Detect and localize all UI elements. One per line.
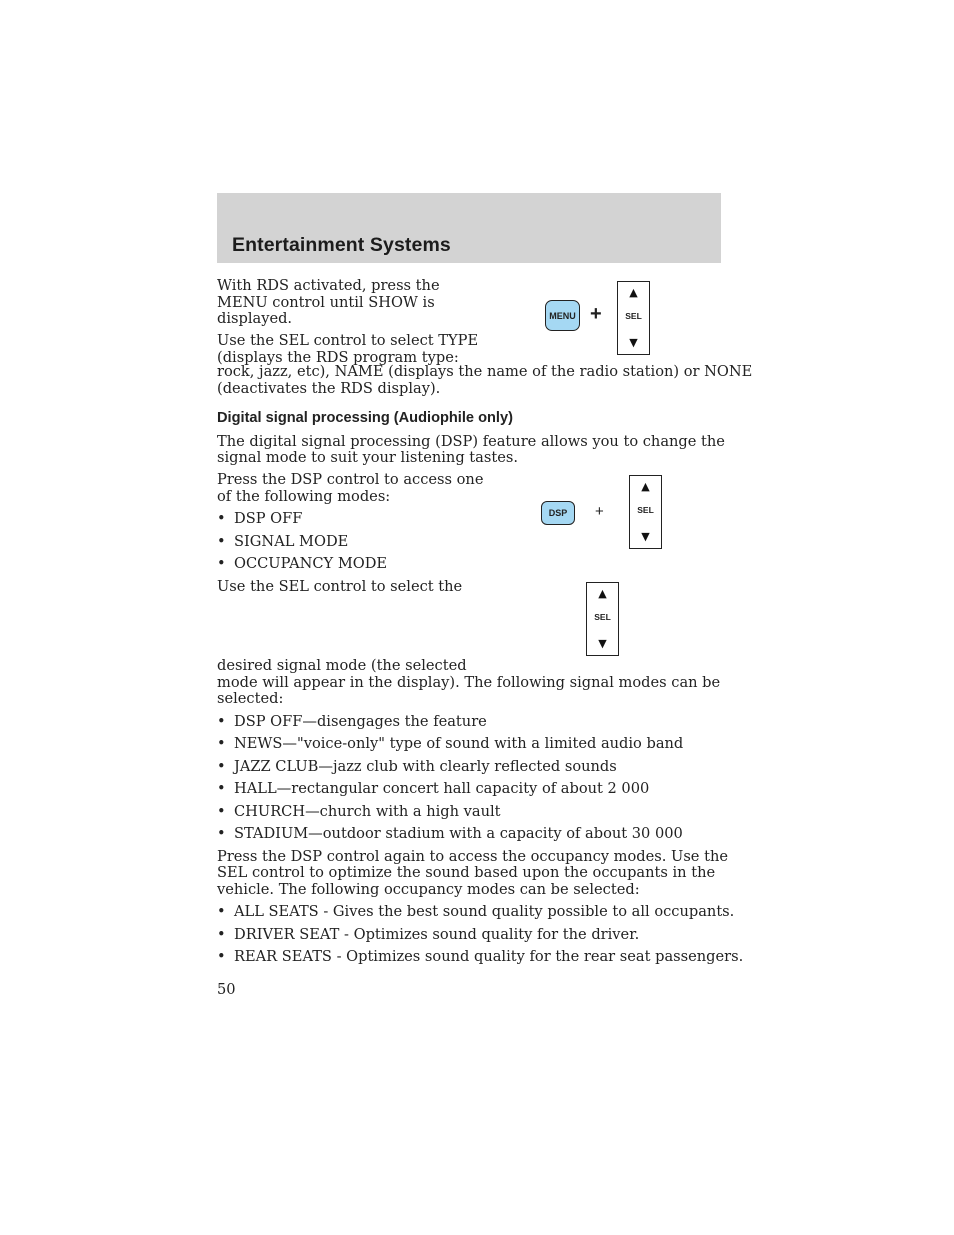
page-title: Entertainment Systems bbox=[232, 234, 451, 256]
list-item bbox=[217, 714, 487, 731]
bullet-icon: • bbox=[217, 713, 226, 730]
occupancy-text-line: vehicle. The following occupancy modes can be selected: bbox=[217, 881, 640, 898]
bullet-icon: • bbox=[217, 510, 226, 527]
rds-text-line: MENU control until SHOW is bbox=[217, 293, 435, 311]
list-item-text: JAZZ CLUB—jazz club with clearly reflected sounds bbox=[234, 758, 617, 775]
list-item-text: STADIUM—outdoor stadium with a capacity of about 30 000 bbox=[234, 825, 683, 842]
sel-label: SEL bbox=[637, 505, 654, 515]
down-arrow-icon: ▼ bbox=[629, 336, 638, 349]
list-item bbox=[217, 781, 649, 798]
bullet-icon: • bbox=[217, 903, 226, 920]
sel-control-icon bbox=[629, 475, 662, 549]
dsp-text-line: Press the DSP control to access one bbox=[217, 471, 484, 488]
bullet-icon: • bbox=[217, 926, 226, 943]
list-item-text: OCCUPANCY MODE bbox=[234, 555, 388, 572]
dsp-text-line: desired signal mode (the selected bbox=[217, 657, 467, 674]
rds-text-line: (displays the RDS program type: bbox=[217, 348, 459, 366]
list-item bbox=[217, 826, 683, 843]
list-item-text: DSP OFF—disengages the feature bbox=[234, 713, 487, 730]
rds-text-line: Use the SEL control to select TYPE bbox=[217, 332, 479, 349]
list-item bbox=[217, 556, 387, 573]
bullet-icon: • bbox=[217, 533, 226, 550]
sel-label: SEL bbox=[594, 612, 611, 622]
dsp-text-line: The digital signal processing (DSP) feature allows you to change the bbox=[217, 433, 725, 450]
list-item bbox=[217, 927, 639, 944]
list-item bbox=[217, 949, 743, 966]
dsp-text-line: mode will appear in the display). The following signal modes can be bbox=[217, 674, 721, 691]
list-item bbox=[217, 904, 734, 921]
rds-text-line: displayed. bbox=[217, 310, 293, 327]
bullet-icon: • bbox=[217, 803, 226, 820]
sel-control-icon bbox=[617, 281, 650, 355]
dsp-text-line: of the following modes: bbox=[217, 488, 391, 505]
dsp-heading: Digital signal processing (Audiophile only) bbox=[217, 410, 513, 426]
up-arrow-icon: ▲ bbox=[629, 286, 638, 299]
dsp-text-line: signal mode to suit your listening tastes. bbox=[217, 449, 518, 466]
page-number: 50 bbox=[217, 981, 236, 998]
rds-text-line: (deactivates the RDS display). bbox=[217, 380, 441, 397]
menu-button-icon: MENU bbox=[545, 300, 580, 331]
list-item bbox=[217, 511, 302, 528]
dsp-text-line: selected: bbox=[217, 690, 284, 707]
plus-icon: + bbox=[590, 303, 602, 325]
occupancy-text-line: Press the DSP control again to access the occupancy modes. Use the bbox=[217, 848, 728, 865]
down-arrow-icon: ▼ bbox=[641, 530, 650, 543]
list-item-text: DSP OFF bbox=[234, 510, 303, 527]
list-item-text: CHURCH—church with a high vault bbox=[234, 803, 501, 820]
bullet-icon: • bbox=[217, 758, 226, 775]
bullet-icon: • bbox=[217, 780, 226, 797]
occupancy-text-line: SEL control to optimize the sound based upon the occupants in the bbox=[217, 864, 716, 881]
bullet-icon: • bbox=[217, 825, 226, 842]
bullet-icon: • bbox=[217, 735, 226, 752]
rds-text-line: With RDS activated, press the bbox=[217, 277, 440, 294]
dsp-text-line: Use the SEL control to select the bbox=[217, 578, 463, 595]
up-arrow-icon: ▲ bbox=[598, 587, 607, 600]
list-item-text: HALL—rectangular concert hall capacity of about 2 000 bbox=[234, 780, 650, 797]
section-header bbox=[217, 193, 721, 263]
down-arrow-icon: ▼ bbox=[598, 637, 607, 650]
list-item bbox=[217, 534, 348, 551]
list-item-text: REAR SEATS - Optimizes sound quality for the rear seat passengers. bbox=[234, 948, 744, 965]
plus-icon: + bbox=[595, 503, 604, 520]
sel-label: SEL bbox=[625, 311, 642, 321]
list-item-text: DRIVER SEAT - Optimizes sound quality for the driver. bbox=[234, 926, 640, 943]
list-item bbox=[217, 759, 617, 776]
sel-control-icon bbox=[586, 582, 619, 656]
list-item-text: ALL SEATS - Gives the best sound quality possible to all occupants. bbox=[234, 903, 735, 920]
list-item-text: NEWS—"voice-only" type of sound with a limited audio band bbox=[234, 735, 684, 752]
bullet-icon: • bbox=[217, 555, 226, 572]
rds-text-line: rock, jazz, etc), NAME (displays the name of the radio station) or NONE bbox=[217, 363, 753, 380]
up-arrow-icon: ▲ bbox=[641, 480, 650, 493]
bullet-icon: • bbox=[217, 948, 226, 965]
dsp-button-icon: DSP bbox=[541, 501, 575, 525]
list-item bbox=[217, 804, 501, 821]
list-item-text: SIGNAL MODE bbox=[234, 533, 349, 550]
list-item bbox=[217, 736, 683, 753]
